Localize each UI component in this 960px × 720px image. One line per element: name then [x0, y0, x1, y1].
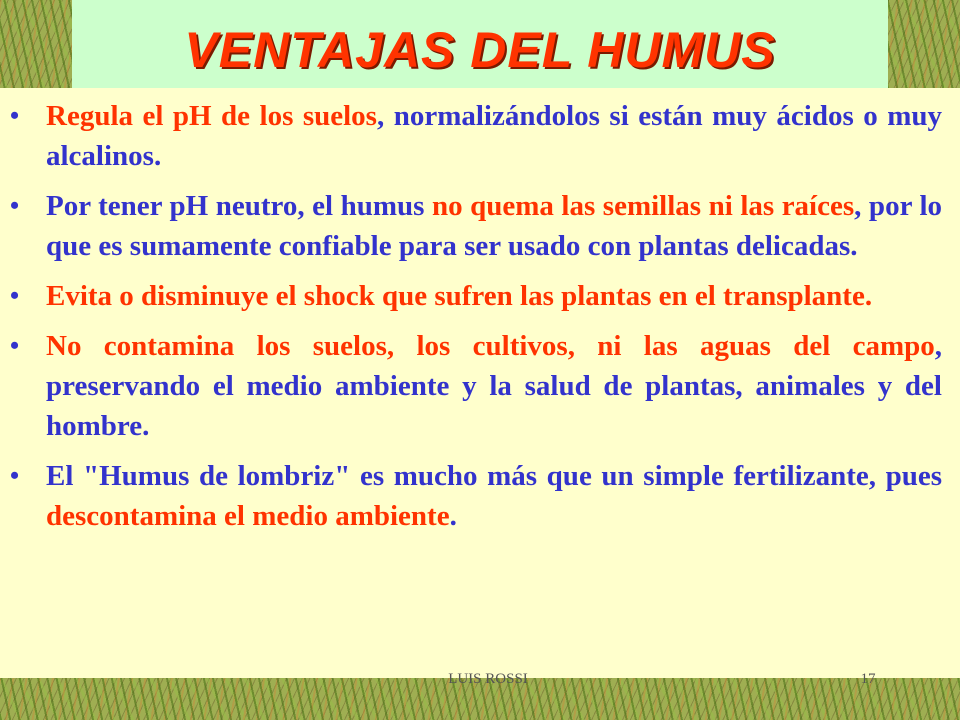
bullet-dot-icon: • [10, 101, 20, 130]
bullet-text-segment: . [449, 500, 457, 532]
bullet-item [0, 326, 960, 446]
bullet-item [0, 276, 960, 316]
bullet-item [0, 96, 960, 176]
bullet-text-segment: descontamina [46, 500, 217, 532]
bullet-text-segment: , preservando el medio ambiente y la salud de plantas, animales y del hombre. [46, 330, 942, 442]
page-number: 17 [860, 671, 876, 687]
slide-title: VENTAJAS DEL HUMUS [184, 22, 776, 78]
bullet-list [0, 96, 960, 546]
bullet-text-segment: El "Humus de lombriz" es mucho más que un simple fertilizante, pues [46, 460, 942, 492]
bullet-text-segment: no quema las semillas ni las raíces [431, 190, 855, 222]
bullet-item [0, 456, 960, 536]
bullet-text-segment: Regula el pH de los suelos [46, 100, 377, 132]
bullet-text-segment: el medio ambiente [216, 500, 450, 532]
bullet-item [0, 186, 960, 266]
bullet-dot-icon: • [10, 461, 20, 490]
footer-author: LUIS ROSSI [448, 671, 528, 687]
bullet-text-segment: No contamina los suelos, los cultivos, ni las aguas del campo [46, 330, 935, 362]
bullet-dot-icon: • [10, 281, 20, 310]
bullet-dot-icon: • [10, 191, 20, 220]
bullet-text-segment: Por tener pH neutro, el humus [46, 190, 432, 222]
bullet-dot-icon: • [10, 331, 20, 360]
bullet-text-segment: , normalizándolos si están muy ácidos o muy alcalinos. [46, 100, 942, 172]
bullet-text-segment: , por lo que es sumamente confiable para ser usado con plantas delicadas. [46, 190, 942, 262]
bullet-text-segment: Evita o disminuye el shock que sufren las plantas en el transplante. [46, 280, 873, 312]
